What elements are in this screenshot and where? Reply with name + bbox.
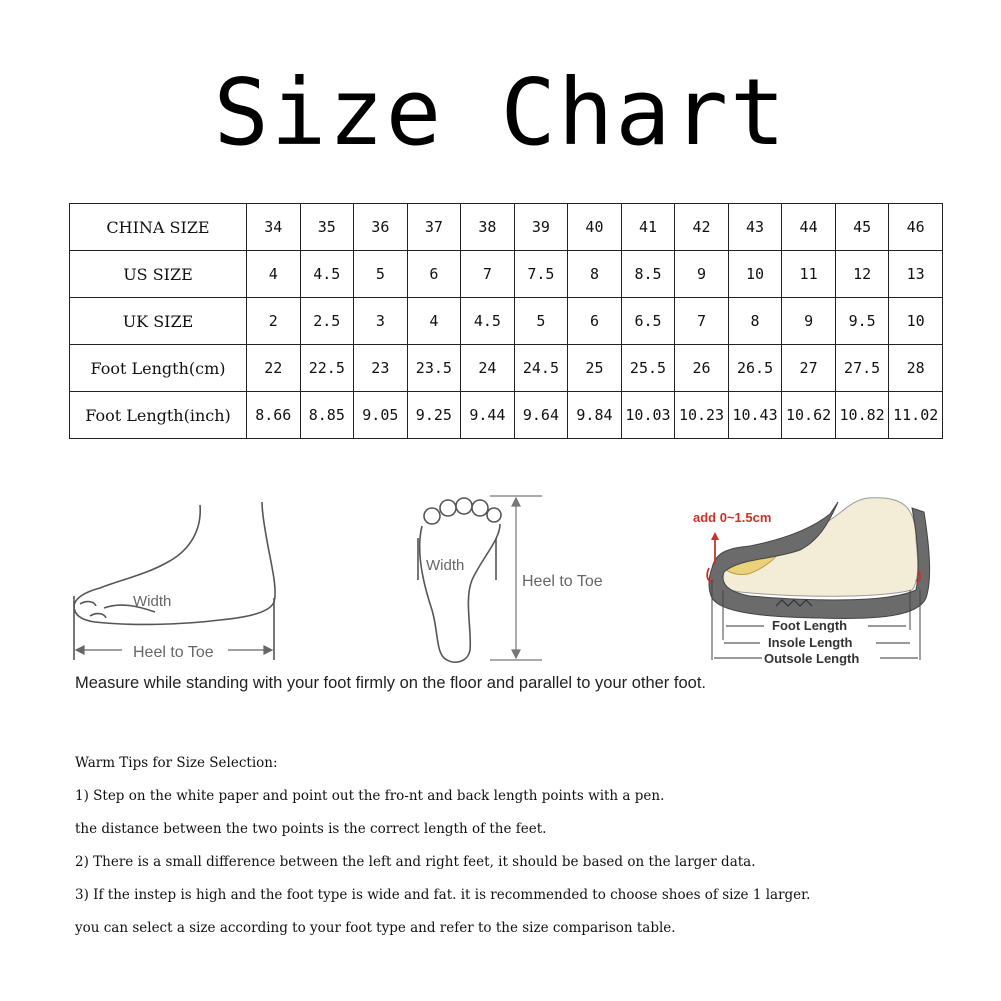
table-cell: 6 <box>568 298 622 345</box>
tip-line: 1) Step on the white paper and point out the fro-nt and back length points with a pen. <box>75 788 665 804</box>
table-cell: 26.5 <box>728 345 782 392</box>
table-row <box>70 345 943 392</box>
table-row <box>70 204 943 251</box>
size-table <box>69 203 943 439</box>
tip-line: 3) If the instep is high and the foot type is wide and fat. it is recommended to choose shoes of size 1 larger. <box>75 887 811 903</box>
table-cell: 7 <box>461 251 515 298</box>
table-cell: 10.43 <box>728 392 782 439</box>
table-cell: 8.66 <box>247 392 301 439</box>
table-cell: 10 <box>728 251 782 298</box>
table-cell: 7.5 <box>514 251 568 298</box>
measure-caption: Measure while standing with your foot firmly on the floor and parallel to your other foot. <box>75 674 706 692</box>
table-cell: 37 <box>407 204 461 251</box>
tip-line: the distance between the two points is the correct length of the feet. <box>75 821 547 837</box>
table-cell: 5 <box>354 251 408 298</box>
table-cell: 10.62 <box>782 392 836 439</box>
table-cell: 45 <box>835 204 889 251</box>
table-cell: 2.5 <box>300 298 354 345</box>
table-cell: 9.84 <box>568 392 622 439</box>
table-cell: 10.82 <box>835 392 889 439</box>
table-cell: 9 <box>782 298 836 345</box>
sole-heel-to-toe-label: Heel to Toe <box>522 573 603 590</box>
insole-length-label: Insole Length <box>768 635 853 650</box>
table-cell: 23.5 <box>407 345 461 392</box>
table-cell: 9.44 <box>461 392 515 439</box>
table-cell: 40 <box>568 204 622 251</box>
table-row <box>70 298 943 345</box>
table-cell: 39 <box>514 204 568 251</box>
table-cell: 24.5 <box>514 345 568 392</box>
foot-length-label: Foot Length <box>772 618 848 633</box>
table-cell: 9 <box>675 251 729 298</box>
table-cell: 8.5 <box>621 251 675 298</box>
table-cell: 4 <box>247 251 301 298</box>
row-label: UK SIZE <box>70 298 247 345</box>
table-cell: 22 <box>247 345 301 392</box>
table-cell: 9.64 <box>514 392 568 439</box>
table-cell: 42 <box>675 204 729 251</box>
table-cell: 5 <box>514 298 568 345</box>
shoe-add-label: add 0~1.5cm <box>693 510 772 525</box>
row-label: Foot Length(cm) <box>70 345 247 392</box>
sole-foot-illustration <box>418 498 501 662</box>
outsole-length-label: Outsole Length <box>764 651 860 666</box>
page-title: Size Chart <box>213 59 788 166</box>
table-cell: 28 <box>889 345 943 392</box>
table-cell: 26 <box>675 345 729 392</box>
table-cell: 3 <box>354 298 408 345</box>
foot-diagrams <box>60 480 950 700</box>
table-cell: 8.85 <box>300 392 354 439</box>
table-cell: 24 <box>461 345 515 392</box>
row-label: CHINA SIZE <box>70 204 247 251</box>
table-cell: 4.5 <box>300 251 354 298</box>
table-cell: 36 <box>354 204 408 251</box>
warm-tips <box>75 752 975 950</box>
table-row <box>70 251 943 298</box>
tip-line: 2) There is a small difference between the left and right feet, it should be based on the larger data. <box>75 854 756 870</box>
table-cell: 6.5 <box>621 298 675 345</box>
table-cell: 4.5 <box>461 298 515 345</box>
sole-width-label: Width <box>426 557 465 574</box>
table-cell: 46 <box>889 204 943 251</box>
table-cell: 8 <box>568 251 622 298</box>
table-cell: 4 <box>407 298 461 345</box>
table-cell: 10 <box>889 298 943 345</box>
table-cell: 27.5 <box>835 345 889 392</box>
table-cell: 41 <box>621 204 675 251</box>
table-cell: 22.5 <box>300 345 354 392</box>
row-label: Foot Length(inch) <box>70 392 247 439</box>
table-cell: 10.03 <box>621 392 675 439</box>
table-cell: 9.5 <box>835 298 889 345</box>
size-table-body <box>70 204 943 439</box>
table-row <box>70 392 943 439</box>
side-foot-illustration <box>74 502 275 660</box>
table-cell: 44 <box>782 204 836 251</box>
side-width-label: Width <box>133 593 172 610</box>
table-cell: 9.25 <box>407 392 461 439</box>
table-cell: 27 <box>782 345 836 392</box>
row-label: US SIZE <box>70 251 247 298</box>
tip-line: Warm Tips for Size Selection: <box>75 755 278 771</box>
table-cell: 12 <box>835 251 889 298</box>
side-heel-to-toe-label: Heel to Toe <box>133 644 214 661</box>
table-cell: 25.5 <box>621 345 675 392</box>
table-cell: 8 <box>728 298 782 345</box>
table-cell: 2 <box>247 298 301 345</box>
table-cell: 9.05 <box>354 392 408 439</box>
table-cell: 10.23 <box>675 392 729 439</box>
table-cell: 13 <box>889 251 943 298</box>
table-cell: 11.02 <box>889 392 943 439</box>
table-cell: 38 <box>461 204 515 251</box>
table-cell: 23 <box>354 345 408 392</box>
table-cell: 43 <box>728 204 782 251</box>
table-cell: 35 <box>300 204 354 251</box>
table-cell: 7 <box>675 298 729 345</box>
table-cell: 34 <box>247 204 301 251</box>
tip-line: you can select a size according to your foot type and refer to the size comparison table. <box>75 920 676 936</box>
table-cell: 11 <box>782 251 836 298</box>
table-cell: 6 <box>407 251 461 298</box>
table-cell: 25 <box>568 345 622 392</box>
measurement-illustrations <box>60 480 950 700</box>
